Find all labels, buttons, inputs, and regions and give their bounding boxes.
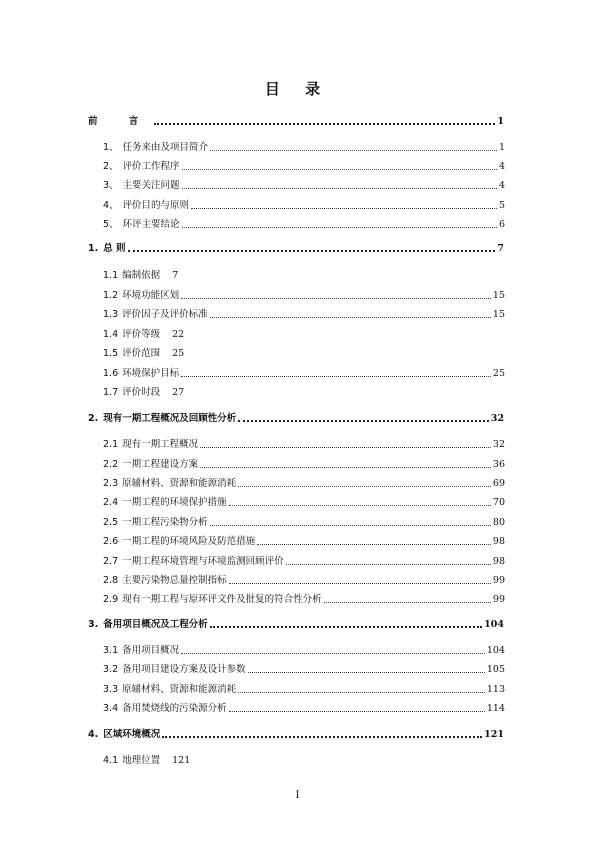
toc-entry-page: 98 — [492, 556, 505, 567]
toc-entry-number: 4.1 — [103, 755, 119, 766]
toc-section-entry[interactable] — [103, 216, 505, 231]
dot-leader — [324, 601, 491, 603]
toc-entry-number: 1.1 — [103, 270, 119, 281]
toc-entry-label: 环境功能区划 — [122, 290, 180, 301]
toc-entry-page: 104 — [484, 619, 504, 630]
toc-entry-number: 2.1 — [103, 439, 119, 450]
toc-section-entry[interactable] — [103, 177, 505, 192]
toc-section-entry[interactable] — [103, 456, 505, 471]
toc-entry-number: 2.5 — [103, 517, 119, 528]
toc-entry-number: 2.4 — [103, 497, 119, 508]
toc-section-entry[interactable] — [103, 533, 505, 548]
toc-entry-label: 一期工程污染物分析 — [122, 517, 208, 528]
toc-entry-page: 36 — [492, 459, 505, 470]
dot-leader — [229, 504, 491, 506]
dot-leader — [128, 249, 496, 252]
dot-leader — [181, 297, 491, 299]
toc-entry-page: 1 — [497, 116, 504, 127]
toc-entry-number: 1.7 — [103, 387, 119, 398]
toc-entry-label: 备用项目概况及工程分析 — [103, 619, 208, 630]
toc-entry-label: 任务来由及项目简介 — [122, 142, 209, 153]
dot-leader — [210, 316, 491, 318]
dot-leader — [210, 524, 491, 526]
toc-entry-page: 6 — [498, 219, 505, 230]
toc-entry-page: 70 — [492, 497, 505, 508]
toc-entry-label: 区域环境概况 — [103, 729, 161, 740]
toc-entry-label: 一期工程的环境风险及防范措施 — [122, 536, 256, 547]
toc-entry-label: 一期工程环境管理与环境监测回顾评价 — [122, 556, 284, 567]
toc-entry-page: 4 — [498, 180, 505, 191]
toc-entry-page: 1 — [498, 142, 505, 153]
toc-entry-number: 2.6 — [103, 536, 119, 547]
toc-section-entry[interactable] — [103, 436, 505, 451]
toc-entry-label: 主要污染物总量控制指标 — [122, 575, 227, 586]
toc-entry-page: 7 — [497, 243, 504, 254]
toc-entry-label: 前 言 — [88, 116, 153, 127]
toc-entry-page: 27 — [172, 387, 185, 398]
toc-section-entry[interactable] — [103, 700, 505, 715]
toc-entry-label: 现有一期工程概况及回顾性分析 — [103, 413, 237, 424]
toc-entry-label: 评价目的与原则 — [122, 200, 190, 211]
toc-entry-number: 1.3 — [103, 309, 119, 320]
toc-entry-page: 121 — [172, 755, 191, 766]
dot-leader — [286, 563, 491, 565]
toc-entry-page: 114 — [486, 703, 505, 714]
toc-entry-page: 32 — [492, 439, 505, 450]
toc-entry-page: 22 — [172, 329, 185, 340]
toc-section-entry[interactable] — [103, 572, 505, 587]
toc-entry-label: 原辅材料、资源和能源消耗 — [122, 478, 237, 489]
toc-entry-number: 3.2 — [103, 664, 119, 675]
toc-entry-label: 一期工程建设方案 — [122, 459, 199, 470]
toc-entry-page: 99 — [492, 575, 505, 586]
toc-entry-number: 1.4 — [103, 329, 119, 340]
toc-entry-page: 7 — [172, 270, 179, 281]
toc-section-entry[interactable] — [103, 267, 178, 282]
dot-leader — [257, 543, 491, 545]
toc-entry-label: 编制依据 — [122, 270, 161, 281]
toc-entry-number: 1.5 — [103, 348, 119, 359]
toc-entry-label: 评价时段 — [122, 387, 161, 398]
dot-leader — [182, 187, 497, 189]
page-title: 目 录 — [264, 80, 331, 98]
toc-entry-label: 环境保护目标 — [122, 368, 180, 379]
dot-leader — [238, 691, 485, 693]
toc-entry-number: 2.8 — [103, 575, 119, 586]
toc-entry-number: 4、 — [103, 200, 119, 211]
toc-entry-page: 80 — [492, 517, 505, 528]
toc-entry-number: 2、 — [103, 161, 119, 172]
toc-entry-page: 121 — [484, 729, 504, 740]
toc-entry-number: 1、 — [103, 142, 119, 153]
dot-leader — [229, 710, 485, 712]
toc-entry-number: 2.3 — [103, 478, 119, 489]
dot-leader — [181, 652, 485, 654]
dot-leader — [210, 149, 497, 151]
toc-section-entry[interactable] — [103, 384, 184, 399]
dot-leader — [154, 122, 495, 125]
dot-leader — [238, 419, 489, 422]
dot-leader — [229, 582, 491, 584]
dot-leader — [191, 207, 497, 209]
toc-entry-label: 备用焚烧线的污染源分析 — [122, 703, 227, 714]
dot-leader — [200, 446, 491, 448]
toc-entry-page: 15 — [492, 290, 505, 301]
dot-leader — [182, 168, 497, 170]
toc-entry-number: 1.2 — [103, 290, 119, 301]
toc-chapter-entry[interactable] — [88, 616, 504, 631]
toc-entry-number: 3.3 — [103, 684, 119, 695]
toc-section-entry[interactable] — [103, 681, 505, 696]
dot-leader — [162, 735, 482, 738]
toc-chapter-entry[interactable] — [88, 240, 504, 255]
toc-section-entry[interactable] — [103, 158, 505, 173]
toc-entry-label: 现有一期工程与原环评文件及批复的符合性分析 — [122, 594, 322, 605]
toc-entry-page: 4 — [498, 161, 505, 172]
toc-entry-number: 5、 — [103, 219, 119, 230]
toc-chapter-entry[interactable] — [88, 113, 504, 128]
toc-entry-page: 98 — [492, 536, 505, 547]
toc-section-entry[interactable] — [103, 475, 505, 490]
toc-entry-label: 评价工作程序 — [122, 161, 180, 172]
toc-section-entry[interactable] — [103, 553, 505, 568]
toc-entry-number: 2.7 — [103, 556, 119, 567]
toc-entry-page: 5 — [498, 200, 505, 211]
toc-section-entry[interactable] — [103, 326, 184, 341]
toc-section-entry[interactable] — [103, 287, 505, 302]
toc-entry-label: 地理位置 — [122, 755, 161, 766]
toc-entry-label: 一期工程的环境保护措施 — [122, 497, 227, 508]
toc-entry-page: 15 — [492, 309, 505, 320]
toc-entry-number: 3.1 — [103, 645, 119, 656]
toc-entry-number: 2. — [88, 413, 99, 424]
dot-leader — [238, 485, 491, 487]
toc-entry-number: 3、 — [103, 180, 119, 191]
toc-section-entry[interactable] — [103, 752, 190, 767]
toc-entry-number: 1. — [88, 243, 99, 254]
toc-entry-label: 环评主要结论 — [122, 219, 180, 230]
toc-section-entry[interactable] — [103, 591, 505, 606]
toc-section-entry[interactable] — [103, 345, 184, 360]
toc-entry-page: 32 — [490, 413, 504, 424]
toc-entry-label: 主要关注问题 — [122, 180, 180, 191]
toc-entry-label: 备用项目建设方案及设计参数 — [122, 664, 246, 675]
toc-section-entry[interactable] — [103, 494, 505, 509]
toc-entry-page: 113 — [486, 684, 505, 695]
dot-leader — [200, 466, 491, 468]
toc-chapter-entry[interactable] — [88, 410, 504, 425]
toc-entry-number: 2.2 — [103, 459, 119, 470]
toc-section-entry[interactable] — [103, 139, 505, 154]
toc-entry-label: 原辅材料、资源和能源消耗 — [122, 684, 237, 695]
toc-entry-page: 69 — [492, 478, 505, 489]
dot-leader — [181, 375, 491, 377]
toc-entry-page: 105 — [486, 664, 505, 675]
toc-section-entry[interactable] — [103, 514, 505, 529]
toc-entry-label: 评价因子及评价标准 — [122, 309, 208, 320]
toc-entry-label: 评价范围 — [122, 348, 161, 359]
toc-entry-number: 3. — [88, 619, 99, 630]
toc-entry-label: 备用项目概况 — [122, 645, 180, 656]
toc-entry-label: 现有一期工程概况 — [122, 439, 199, 450]
toc-entry-page: 25 — [172, 348, 185, 359]
toc-entry-number: 3.4 — [103, 703, 119, 714]
toc-entry-page: 25 — [492, 368, 505, 379]
toc-entry-number: 1.6 — [103, 368, 119, 379]
toc-section-entry[interactable] — [103, 642, 505, 657]
toc-section-entry[interactable] — [103, 306, 505, 321]
toc-entry-label: 总 则 — [103, 243, 126, 254]
dot-leader — [248, 671, 485, 673]
toc-entry-page: 104 — [486, 645, 505, 656]
dot-leader — [210, 625, 482, 628]
toc-entry-page: 99 — [492, 594, 505, 605]
toc-section-entry[interactable] — [103, 365, 505, 380]
toc-chapter-entry[interactable] — [88, 726, 504, 741]
toc-section-entry[interactable] — [103, 197, 505, 212]
page-number: I — [295, 790, 300, 801]
toc-entry-number: 2.9 — [103, 594, 119, 605]
toc-entry-label: 评价等级 — [122, 329, 161, 340]
toc-entry-number: 4. — [88, 729, 99, 740]
toc-section-entry[interactable] — [103, 661, 505, 676]
dot-leader — [182, 226, 497, 228]
